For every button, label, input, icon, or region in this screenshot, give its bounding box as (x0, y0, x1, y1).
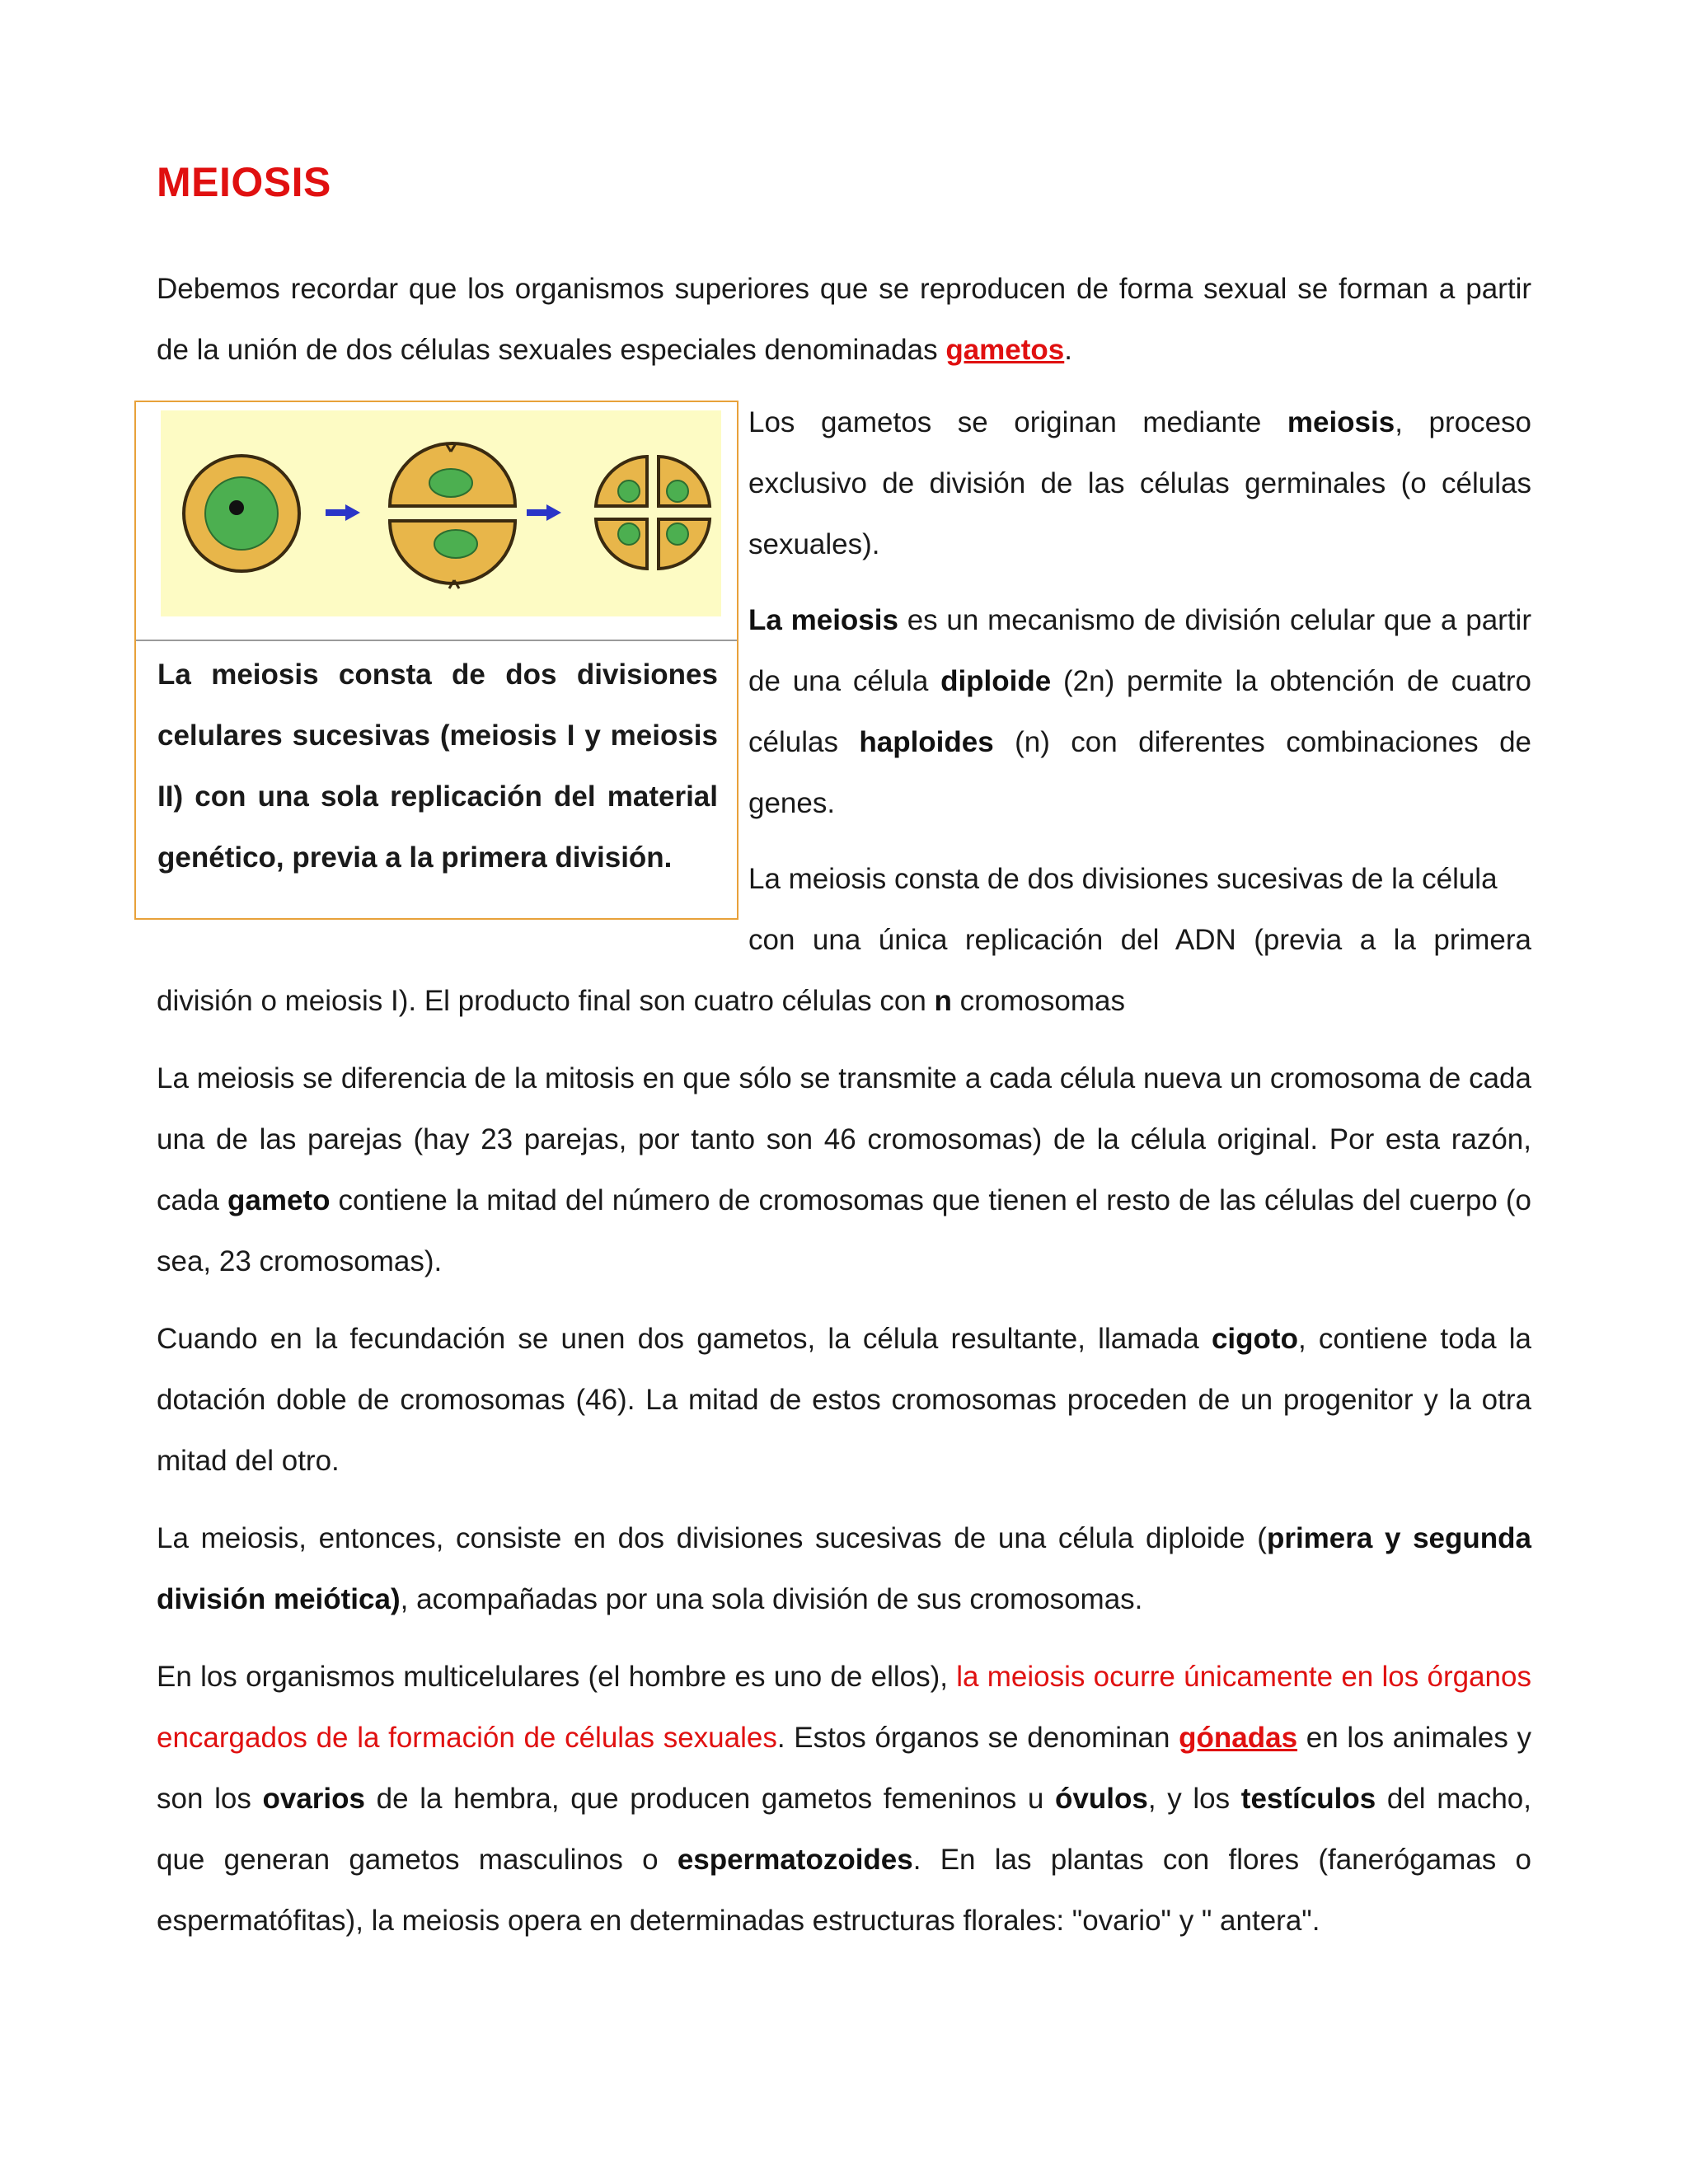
bold-term: ovarios (262, 1783, 365, 1815)
paragraph-two-divisions-l1: La meiosis consta de dos divisiones sucesivas de la célula (748, 863, 1498, 895)
bold-term: gameto (227, 1184, 331, 1216)
text: . En las plantas con flores (fanerógamas o espermatófitas), la meiosis opera en determinadas estructuras florales: "ovario" y " antera". (157, 1844, 1531, 1937)
text: (2n) permite la obtención de cuatro células (748, 665, 1531, 758)
paragraph-intro (157, 259, 1531, 381)
bold-term: haploides (859, 726, 994, 758)
bold-term: espermatozoides (677, 1844, 913, 1876)
paragraph-two-divisions-l3 (157, 971, 1531, 1032)
bold-term: cigoto (1211, 1323, 1298, 1355)
text: . Estos órganos se denominan (776, 1722, 1179, 1754)
highlighted-text: la meiosis ocurre únicamente en los órganos encargados de la formación de células sexuales (157, 1661, 1531, 1754)
gonadas-link[interactable]: gónadas (1179, 1722, 1298, 1754)
figure-caption: La meiosis consta de dos divisiones celulares sucesivas (meiosis I y meiosis II) con una sola replicación del material genético, previa a la primera división. (157, 658, 718, 874)
paragraph-gonadas (157, 1647, 1531, 1952)
text: cromosomas (951, 985, 1125, 1017)
text: La meiosis se diferencia de la mitosis en que sólo se transmite a cada célula nueva un cromosoma de cada una de las parejas (hay 23 parejas, por tanto son 46 cromosomas) de la célula original. Por esta razón, cada (157, 1062, 1531, 1216)
bold-term: primera y segunda división meiótica) (157, 1522, 1531, 1615)
text: es un mecanismo de división celular que a partir de una célula (748, 604, 1531, 697)
meiosis-figure (134, 401, 738, 920)
text: en los animales y son los (157, 1722, 1531, 1815)
intro-end: . (1064, 334, 1072, 366)
bold-term: diploide (940, 665, 1052, 697)
bold-term: óvulos (1055, 1783, 1148, 1815)
paragraph-meiosis-definition (748, 590, 1531, 834)
text: , y los (1147, 1783, 1241, 1815)
text: (n) con diferentes combinaciones de genes. (748, 726, 1531, 819)
paragraph-gametos-origin (748, 392, 1531, 575)
paragraph-fecundacion (157, 1309, 1531, 1492)
meiosis-diagram-image (161, 410, 721, 616)
page-title: MEIOSIS (157, 159, 331, 205)
text: de la hembra, que producen gametos femeninos u (365, 1783, 1056, 1815)
gametos-link[interactable]: gametos (945, 334, 1065, 366)
arrow-icon (527, 504, 561, 521)
meiosis-i-cells-icon (390, 443, 515, 588)
diploid-cell-icon (184, 456, 299, 571)
bold-term: testículos (1240, 1783, 1376, 1815)
bold-term: n (934, 985, 952, 1017)
text: La meiosis, entonces, consiste en dos divisiones sucesivas de una célula diploide ( (157, 1522, 1267, 1554)
text: En los organismos multicelulares (el hombre es uno de ellos), (157, 1661, 957, 1693)
text: contiene la mitad del número de cromosomas que tienen el resto de las células del cuerpo (o sea, 23 cromosomas). (157, 1184, 1531, 1277)
paragraph-two-divisions-l2: con una única replicación del ADN (previa a la primera (748, 924, 1531, 956)
paragraph-mitosis-difference (157, 1048, 1531, 1292)
text: Cuando en la fecundación se unen dos gametos, la célula resultante, llamada (157, 1323, 1212, 1355)
bold-term: La meiosis (748, 604, 898, 636)
bold-term: meiosis (1287, 406, 1395, 438)
text: , contiene toda la dotación doble de cromosomas (46). La mitad de estos cromosomas proceden de un progenitor y la otra mitad del otro. (157, 1323, 1531, 1477)
figure-divider (136, 640, 737, 641)
text: , acompañadas por una sola división de sus cromosomas. (400, 1583, 1143, 1615)
intro-text: Debemos recordar que los organismos superiores que se reproducen de forma sexual se forman a partir de la unión de dos células sexuales especiales denominadas (157, 273, 1531, 366)
arrow-icon (326, 504, 360, 521)
paragraph-divisiones-meioticas (157, 1508, 1531, 1630)
meiosis-ii-cells-icon (596, 457, 710, 569)
meiosis-stages-illustration (161, 410, 721, 616)
text: del macho, que generan gametos masculinos o (157, 1783, 1531, 1876)
text: , proceso exclusivo de división de las células germinales (o células sexuales). (748, 406, 1531, 560)
text: división o meiosis I). El producto final son cuatro células con (157, 985, 935, 1017)
text: Los gametos se originan mediante (748, 406, 1287, 438)
